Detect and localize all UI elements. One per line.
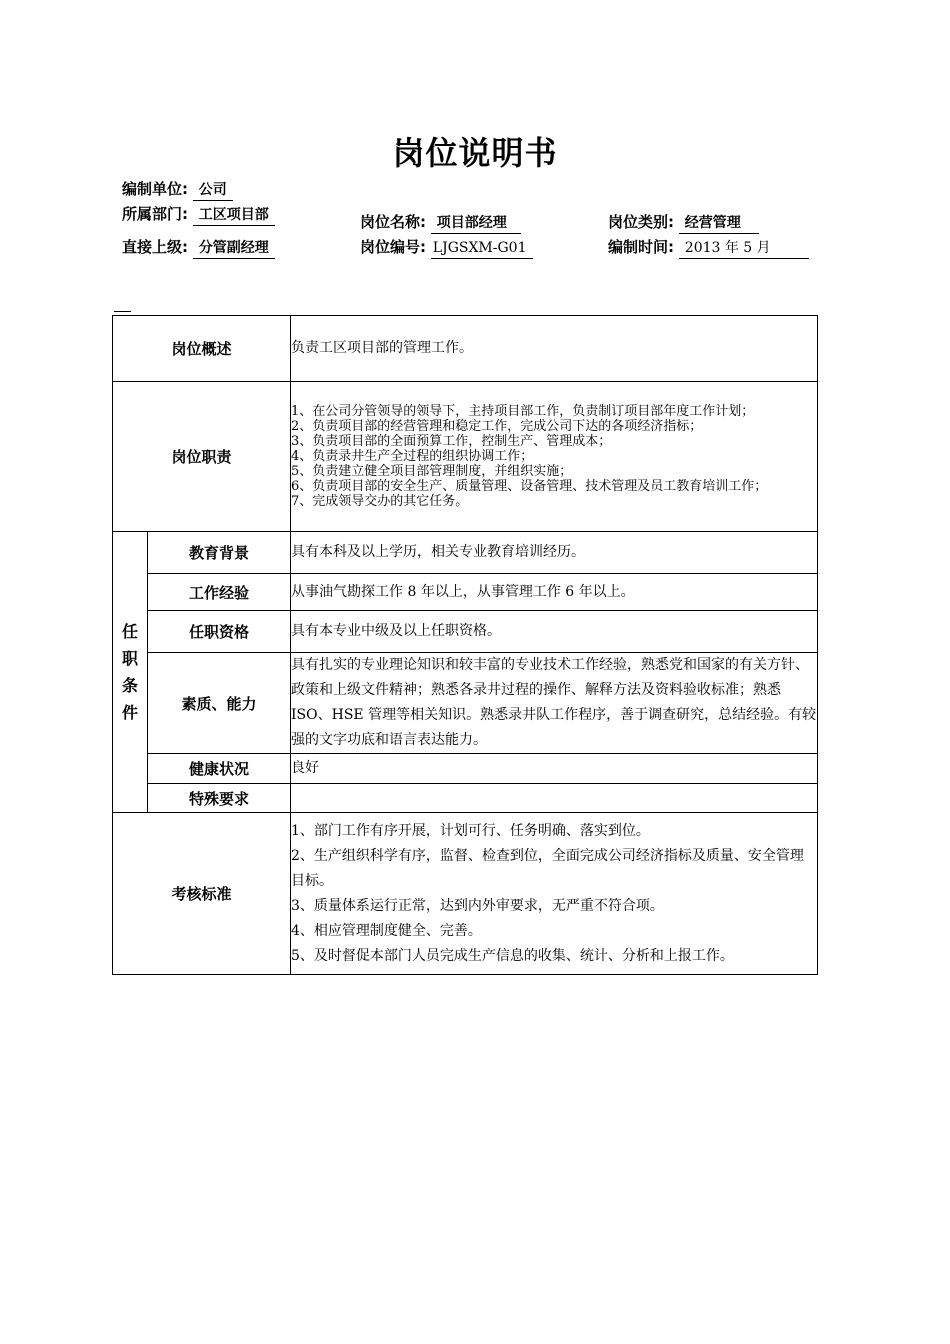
- ability-value: 具有扎实的专业理论知识和较丰富的专业技术工作经验，熟悉党和国家的有关方针、政策和上级文件精神；熟悉各录井过程的操作、解释方法及资料验收标准；熟悉 ISO、HSE 管理等相关知识。熟悉录井队工作程序，善于调查研究，总结经验。有较强的文字功底和语言表达能力。: [291, 653, 818, 754]
- ability-row: [113, 653, 818, 754]
- health-row: [113, 754, 818, 784]
- position-name-value: 项目部经理: [431, 214, 521, 234]
- duty-item: 1、在公司分管领导的领导下，主持项目部工作，负责制订项目部年度工作计划；: [291, 404, 755, 419]
- unit-label: 编制单位:: [122, 180, 188, 198]
- duties-row: [113, 382, 818, 532]
- duty-item: 6、负责项目部的安全生产、质量管理、设备管理、技术管理及员工教育培训工作；: [291, 479, 768, 494]
- position-name-label: 岗位名称:: [360, 213, 426, 231]
- position-code-label: 岗位编号:: [360, 238, 426, 256]
- experience-value: 从事油气勘探工作 8 年以上，从事管理工作 6 年以上。: [291, 574, 818, 611]
- title-qualification-label: 任职资格: [148, 611, 291, 653]
- date-label: 编制时间:: [608, 238, 674, 256]
- assessment-list: [291, 813, 818, 975]
- unit-value: 公司: [193, 181, 233, 201]
- duty-item: 4、负责录井生产全过程的组织协调工作；: [291, 449, 534, 464]
- special-value: [291, 784, 818, 813]
- superior-label: 直接上级:: [122, 238, 188, 256]
- job-description-table: [112, 315, 818, 975]
- duty-item: 2、负责项目部的经营管理和稳定工作，完成公司下达的各项经济指标；: [291, 419, 703, 434]
- qualification-group-label: [113, 532, 148, 813]
- experience-row: [113, 574, 818, 611]
- assessment-item: 4、相应管理制度健全、完善。: [291, 922, 482, 939]
- position-code-field: [360, 236, 533, 259]
- special-label: 特殊要求: [148, 784, 291, 813]
- ability-label: 素质、能力: [148, 653, 291, 754]
- title-qualification-row: [113, 611, 818, 653]
- qualification-char: 职: [121, 649, 138, 668]
- overview-label: 岗位概述: [113, 316, 291, 382]
- education-row: [113, 532, 818, 574]
- duty-item: 7、完成领导交办的其它任务。: [291, 494, 469, 509]
- dept-field: [122, 203, 275, 226]
- qualification-char: 件: [121, 703, 138, 722]
- assessment-row: [113, 813, 818, 975]
- position-type-value: 经营管理: [679, 214, 759, 234]
- qualification-char: 任: [121, 622, 138, 641]
- document-title: 岗位说明书: [392, 134, 558, 172]
- position-name-field: [360, 211, 521, 234]
- divider-mark: [114, 311, 131, 312]
- title-qualification-value: 具有本专业中级及以上任职资格。: [291, 611, 818, 653]
- superior-field: [122, 236, 275, 259]
- education-value: 具有本科及以上学历，相关专业教育培训经历。: [291, 532, 818, 574]
- unit-field: [122, 178, 233, 201]
- date-value: 2013 年 5 月: [679, 239, 809, 259]
- assessment-item: 1、部门工作有序开展，计划可行、任务明确、落实到位。: [291, 822, 650, 839]
- assessment-item: 5、及时督促本部门人员完成生产信息的收集、统计、分析和上报工作。: [291, 947, 734, 964]
- special-row: [113, 784, 818, 813]
- health-label: 健康状况: [148, 754, 291, 784]
- position-type-field: [608, 211, 759, 234]
- overview-value: 负责工区项目部的管理工作。: [291, 316, 818, 382]
- overview-row: [113, 316, 818, 382]
- assessment-item: 2、生产组织科学有序，监督、检查到位，全面完成公司经济指标及质量、安全管理目标。: [291, 847, 804, 889]
- health-value: 良好: [291, 754, 818, 784]
- dept-label: 所属部门:: [122, 205, 188, 223]
- duties-list: [291, 382, 818, 532]
- duty-item: 3、负责项目部的全面预算工作，控制生产、管理成本；: [291, 434, 612, 449]
- experience-label: 工作经验: [148, 574, 291, 611]
- education-label: 教育背景: [148, 532, 291, 574]
- date-field: [608, 236, 809, 259]
- duty-item: 5、负责建立健全项目部管理制度，并组织实施；: [291, 464, 573, 479]
- duties-label: 岗位职责: [113, 382, 291, 532]
- dept-value: 工区项目部: [193, 206, 275, 226]
- position-type-label: 岗位类别:: [608, 213, 674, 231]
- position-code-value: LJGSXM-G01: [431, 239, 533, 259]
- assessment-item: 3、质量体系运行正常，达到内外审要求，无严重不符合项。: [291, 897, 664, 914]
- assessment-label: 考核标准: [113, 813, 291, 975]
- superior-value: 分管副经理: [193, 239, 275, 259]
- qualification-char: 条: [121, 676, 138, 695]
